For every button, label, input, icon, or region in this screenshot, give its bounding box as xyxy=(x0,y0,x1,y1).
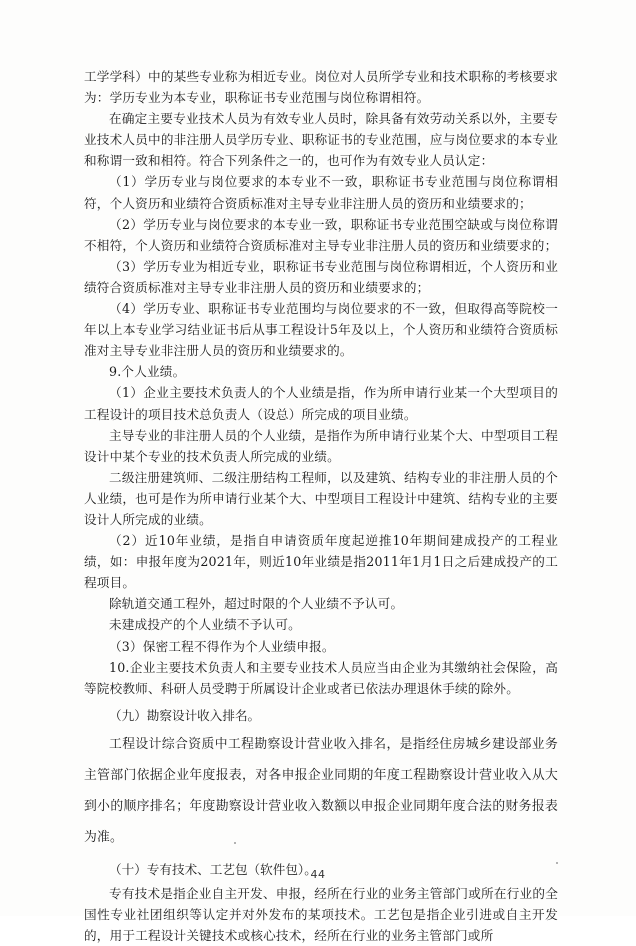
item-9-clause-1: （1）企业主要技术负责人的个人业绩是指，作为所申请行业某一个大型项目的工程设计的项目技术总负责人（设总）所完成的项目业绩。 xyxy=(84,385,558,422)
item-9-title: 9.个人业绩。 xyxy=(109,364,186,380)
item-10: 10.企业主要技术负责人和主要专业技术人员应当由企业为其缴纳社会保险，高等院校教师、科研人员受聘于所属设计企业或者已依法办理退休手续的除外。 xyxy=(84,659,558,696)
scan-speck xyxy=(234,842,236,844)
item-9-clause-2: （2）近10年业绩，是指自申请资质年度起逆推10年期间建成投产的工程业绩，如：申报年度为2021年，则近10年业绩是指2011年1月1日之后建成投产的工程项目。 xyxy=(84,533,558,591)
section-9-body: 工程设计综合资质中工程勘察设计营业收入排名，是指经住房城乡建设部业务主管部门依据企业年度报表，对各申报企业同期的年度工程勘察设计营业收入从大到小的顺序排名；年度勘察设计营业收入数额以申报企业同期年度合法的财务报表为准。 xyxy=(84,736,558,845)
item-9-clause-2-a: 除轨道交通工程外，超过时限的个人业绩不予认可。 xyxy=(109,596,404,612)
paragraph-1: 工学学科）中的某些专业称为相近专业。岗位对人员所学专业和技术职称的考核要求为：学历专业为本专业，职称证书专业范围与岗位称谓相符。 xyxy=(84,69,558,106)
page-number: 44 xyxy=(310,868,326,881)
item-9-clause-2-b: 未建成投产的个人业绩不予认可。 xyxy=(109,617,301,633)
condition-2: （2）学历专业与岗位要求的本专业一致，职称证书专业范围空缺或与岗位称谓不相符，个人资历和业绩符合资质标准对主导专业非注册人员的资历和业绩要求的； xyxy=(84,216,558,253)
item-9-clause-1-a: 主导专业的非注册人员的个人业绩，是指作为所申请行业某个大、中型项目工程设计中某个专业的技术负责人所完成的业绩。 xyxy=(84,427,558,464)
section-10-body: 专有技术是指企业自主开发、申报，经所在行业的业务主管部门或所在行业的全国性专业社团组织等认定并对外发布的某项技术。工艺包是指企业引进或自主开发的，用于工程设计关键技术或核心技术，经所在行业的业务主管部门或所 xyxy=(84,885,558,943)
section-9-heading: （九）勘察设计收入排名。 xyxy=(109,707,261,723)
item-9-clause-1-b: 二级注册建筑师、二级注册结构工程师，以及建筑、结构专业的非注册人员的个人业绩，也可是作为所申请行业某个大、中型项目工程设计中建筑、结构专业的主要设计人所完成的业绩。 xyxy=(84,469,558,527)
condition-4: （4）学历专业、职称证书专业范围均与岗位要求的不一致，但取得高等院校一年以上本专业学习结业证书后从事工程设计5年及以上，个人资历和业绩符合资质标准对主导专业非注册人员的资历和业绩要求的。 xyxy=(84,301,558,359)
condition-1: （1）学历专业与岗位要求的本专业不一致，职称证书专业范围与岗位称谓相符，个人资历和业绩符合资质标准对主导专业非注册人员的资历和业绩要求的； xyxy=(84,174,558,211)
scan-speck xyxy=(556,862,558,864)
section-10-heading: （十）专有技术、工艺包（软件包）。 xyxy=(109,861,317,877)
paragraph-2: 在确定主要专业技术人员为有效专业人员时，除具备有效劳动关系以外，主要专业技术人员中的非注册人员学历专业、职称证书的专业范围，应与岗位要求的本专业和称谓一致和相符。符合下列条件之一的，也可作为有效专业人员认定： xyxy=(84,111,558,169)
condition-3: （3）学历专业为相近专业，职称证书专业范围与岗位称谓相近，个人资历和业绩符合资质标准对主导专业非注册人员的资历和业绩要求的； xyxy=(84,258,558,295)
document-body xyxy=(84,66,558,946)
item-9-clause-3: （3）保密工程不得作为个人业绩申报。 xyxy=(109,638,335,654)
